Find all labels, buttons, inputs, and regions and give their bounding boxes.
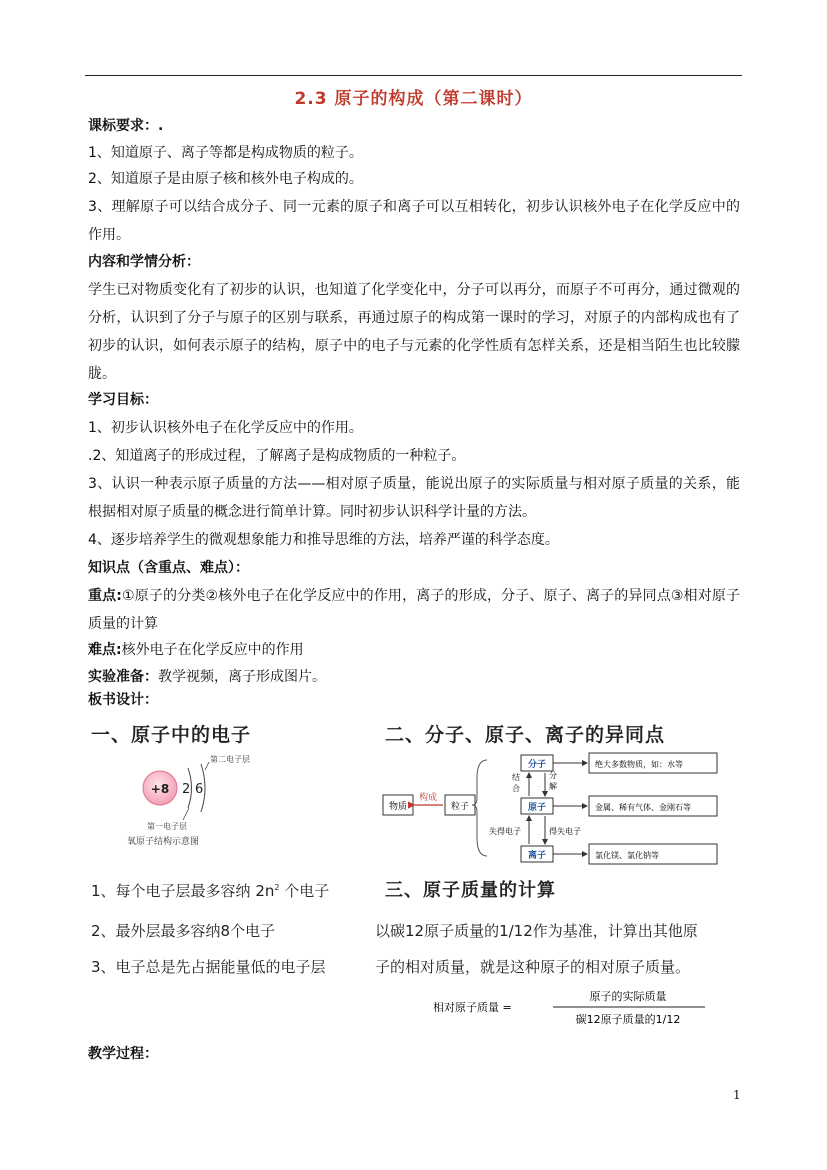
rule-1 xyxy=(91,880,329,901)
atom-label: 原子 xyxy=(527,803,547,813)
knowledge-heading: 知识点（含重点、难点）： xyxy=(88,560,249,576)
decompose-char-1: 分 xyxy=(549,771,557,780)
experiment-label: 实验准备： xyxy=(88,669,158,685)
shell2-pointer xyxy=(205,762,209,770)
decompose-char-2: 解 xyxy=(549,782,557,791)
board-design xyxy=(85,712,745,1032)
shell2-label: 第二电子层 xyxy=(210,755,250,764)
formula-denominator: 碳12原子质量的1/12 xyxy=(575,1013,681,1026)
goal-item: 3、认识一种表示原子质量的方法——相对原子质量，能说出原子的实际质量与相对原子质量的关系，能根据相对原子质量的概念进行简单计算。同时初步认识科学计量的方法。 xyxy=(88,476,740,520)
molecule-label: 分子 xyxy=(527,760,547,770)
goal-item: 1、初步认识核外电子在化学反应中的作用。 xyxy=(88,420,363,436)
rule-3: 3、电子总是先占据能量低的电子层 xyxy=(91,958,326,976)
board-heading: 板书设计： xyxy=(88,692,158,708)
key-points xyxy=(88,582,740,638)
gain-electron-label: 得失电子 xyxy=(549,827,581,836)
shell2-count: 6 xyxy=(195,782,204,797)
page-number: 1 xyxy=(733,1088,741,1102)
goals-heading: 学习目标： xyxy=(88,392,158,408)
particle-relation-diagram xyxy=(379,748,729,870)
compose-label: 构成 xyxy=(419,793,438,803)
rule-1-suffix: 个电子 xyxy=(279,882,330,900)
analysis-text: 学生已对物质变化有了初步的认识，也知道了化学变化中，分子可以再分，而原子不可再分，通过微观的分析，认识到了分子与原子的区别与联系，再通过原子的构成第一课时的学习，对原子的内部构成也有了初步的认识，如何表示原子的结构，原子中的电子与元素的化学性质有怎样关系，还是相当陌生也比较朦胧。 xyxy=(88,282,740,382)
mass-text-line-1: 以碳12原子质量的1/12作为基准，计算出其他原 xyxy=(375,922,698,940)
formula-left: 相对原子质量 = xyxy=(433,1001,512,1014)
ion-examples: 氯化镁、氯化钠等 xyxy=(595,851,659,860)
lose-electron-label: 失得电子 xyxy=(489,827,521,836)
analysis-heading: 内容和学情分析： xyxy=(88,254,200,270)
goal-item: 4、逐步培养学生的微观想象能力和推导思维的方法，培养严谨的科学态度。 xyxy=(88,532,559,548)
diagram-caption: 氧原子结构示意图 xyxy=(127,837,200,847)
oxygen-atom-diagram xyxy=(85,748,385,858)
board-part2-heading: 二、分子、原子、离子的异同点 xyxy=(385,724,666,746)
shell1-label: 第一电子层 xyxy=(147,822,187,831)
curriculum-item: 2、知道原子是由原子核和核外电子构成的。 xyxy=(88,171,363,187)
nucleus-charge: +8 xyxy=(150,782,170,796)
rule-2: 2、最外层最多容纳8个电子 xyxy=(91,922,276,940)
board-part3-heading: 三、原子质量的计算 xyxy=(385,880,556,901)
combine-char-1: 结 xyxy=(512,773,520,782)
shell1-pointer xyxy=(183,808,189,820)
mass-text-line-2: 子的相对质量，就是这种原子的相对原子质量。 xyxy=(375,958,691,976)
process-heading: 教学过程： xyxy=(88,1046,158,1062)
page-title: 2.3 原子的构成（第二课时） xyxy=(294,89,533,109)
molecule-examples: 绝大多数物质，如：水等 xyxy=(595,760,683,769)
board-part1-heading: 一、原子中的电子 xyxy=(91,724,252,746)
combine-char-2: 合 xyxy=(512,784,520,793)
difficult-points xyxy=(88,636,304,664)
relative-mass-formula xyxy=(425,984,725,1030)
atom-examples: 金属、稀有气体、金刚石等 xyxy=(595,803,691,812)
goal-item: .2、知道离子的形成过程，了解离子是构成物质的一种粒子。 xyxy=(88,448,466,464)
substance-label: 物质 xyxy=(388,802,408,812)
particle-label: 粒子 xyxy=(450,802,470,812)
formula-numerator: 原子的实际质量 xyxy=(589,990,667,1003)
curriculum-item: 1、知道原子、离子等都是构成物质的粒子。 xyxy=(88,145,363,161)
key-label: 重点: xyxy=(88,588,122,604)
curriculum-heading: 课标要求：. xyxy=(88,118,164,134)
rule-1-prefix: 1、每个电子层最多容纳 2n xyxy=(91,882,275,900)
ion-label: 离子 xyxy=(527,851,547,861)
difficult-text: 核外电子在化学反应中的作用 xyxy=(121,642,304,658)
experiment-text: 教学视频，离子形成图片。 xyxy=(158,669,326,685)
difficult-label: 难点: xyxy=(88,642,122,658)
curriculum-item: 3、理解原子可以结合成分子、同一元素的原子和离子可以互相转化，初步认识核外电子在化学反应中的作用。 xyxy=(88,199,740,243)
key-text: ①原子的分类②核外电子在化学反应中的作用，离子的形成，分子、原子、离子的异同点③相对原子质量的计算 xyxy=(88,588,740,632)
header-rule xyxy=(85,75,742,76)
rule-1-sup: 2 xyxy=(274,883,280,892)
shell1-count: 2 xyxy=(182,782,191,797)
